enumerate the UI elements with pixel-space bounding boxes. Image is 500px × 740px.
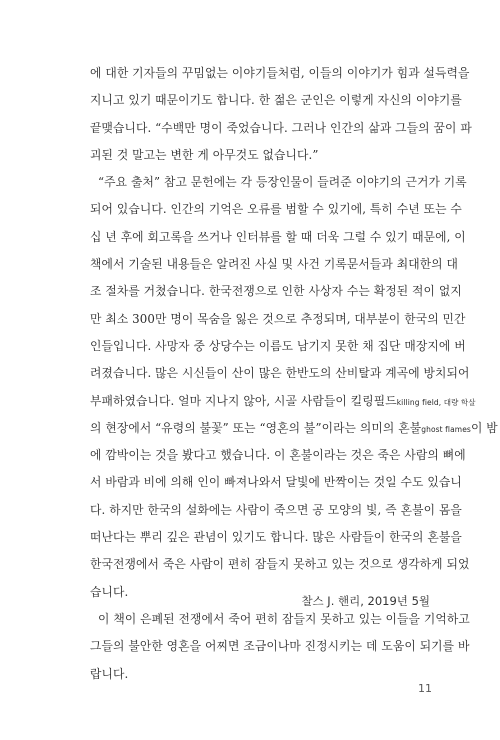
footnote-ghost-flames: ghost flames <box>421 424 471 434</box>
author-signature: 찰스 J. 핸리, 2019년 5월 <box>301 594 430 608</box>
text-segment: 이 밤 <box>470 420 498 435</box>
text-line <box>90 415 498 442</box>
text-line: 랍니다. <box>90 666 129 681</box>
text-line: 려졌습니다. 많은 시신들이 산이 많은 한반도의 산비탈과 계곡에 방치되어 <box>90 366 470 381</box>
text-line: 한국전쟁에서 죽은 사람이 편히 잠들지 못하고 있는 것으로 생각하게 되었 <box>90 557 470 572</box>
text-line: 되어 있습니다. 인간의 기억은 오류를 범할 수 있기에, 특히 수년 또는 수 <box>90 202 462 217</box>
text-line: 책에서 기술된 내용들은 알려진 사실 및 사건 기록문서들과 최대한의 대 <box>90 257 459 272</box>
text-line: 지니고 있기 때문이기도 합니다. 한 젊은 군인은 이렇게 자신의 이야기를 <box>90 93 462 108</box>
footnote-killing-field: killing field, 대량 학살 <box>396 397 476 407</box>
text-line: 서 바람과 비에 의해 인이 빠져나와서 달빛에 반짝이는 것일 수도 있습니 <box>90 475 462 490</box>
text-line <box>90 388 476 415</box>
text-line: 습니다. <box>90 584 129 599</box>
text-line: 에 깜박이는 것을 봤다고 했습니다. 이 혼불이라는 것은 죽은 사람의 뼈에 <box>90 448 466 463</box>
page-number: 11 <box>418 682 432 695</box>
text-line: 십 년 후에 회고록을 쓰거나 인터뷰를 할 때 더욱 그럴 수 있기 때문에, 이 <box>90 229 466 244</box>
text-line: 인들입니다. 사망자 중 상당수는 이름도 남기지 못한 채 집단 매장지에 버 <box>90 338 466 353</box>
text-line: 만 최소 300만 명이 목숨을 잃은 것으로 추정되며, 대부분이 한국의 민간 <box>90 311 466 326</box>
text-line: 떠난다는 뿌리 깊은 관념이 있기도 합니다. 많은 사람들이 한국의 혼불을 <box>90 530 462 545</box>
text-line: 에 대한 기자들의 꾸밈없는 이야기들처럼, 이들의 이야기가 힘과 설득력을 <box>90 66 470 80</box>
text-segment: 부패하였습니다. 얼마 지나지 않아, 시골 사람들이 킬링필드 <box>90 393 397 408</box>
text-line: 그들의 불안한 영혼을 어찌면 조금이나마 진정시키는 데 도움이 되기를 바 <box>90 639 470 654</box>
text-line: 다. 하지만 한국의 설화에는 사람이 죽으면 공 모양의 빛, 즉 혼불이 몸을 <box>90 502 462 517</box>
text-line: 조 절차를 거쳤습니다. 한국전쟁으로 인한 사상자 수는 확정된 적이 없지 <box>90 284 462 299</box>
text-line: 이 책이 은폐된 전쟁에서 죽어 편히 잠들지 못하고 있는 이들을 기억하고 <box>98 611 470 626</box>
text-line: “주요 출처” 참고 문헌에는 각 등장인물이 들려준 이야기의 근거가 기록 <box>98 175 467 190</box>
text-line: 괴된 것 말고는 변한 게 아무것도 없습니다.” <box>90 147 319 162</box>
text-line: 끝맺습니다. “수백만 명이 죽었습니다. 그러나 인간의 삶과 그들의 꿈이 파 <box>90 120 472 135</box>
text-segment: 의 현장에서 “유령의 불꽃” 또는 “영혼의 불 <box>90 420 316 435</box>
text-segment: ”이라는 의미의 혼불 <box>315 420 422 435</box>
